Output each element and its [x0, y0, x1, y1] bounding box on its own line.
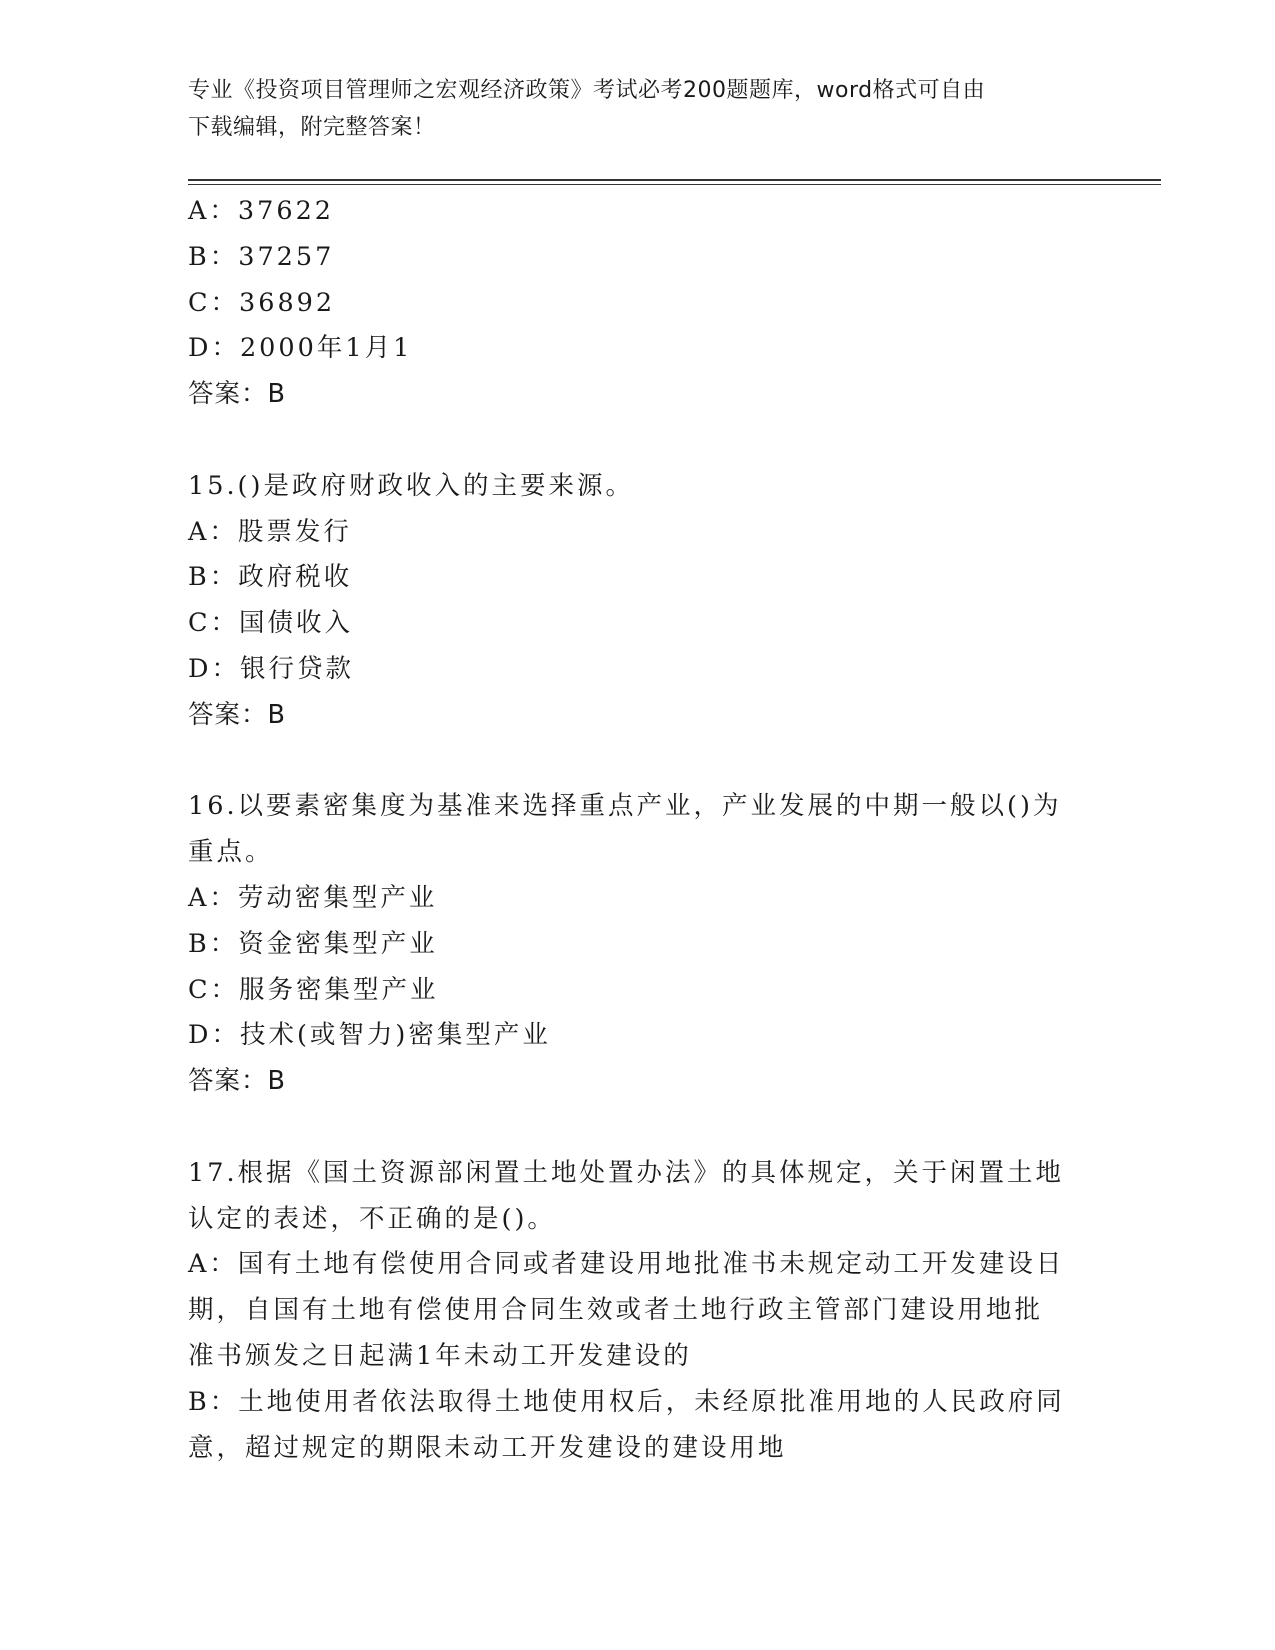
question-17 — [188, 1151, 1078, 1472]
option-c: C：36892 — [188, 287, 336, 318]
header-line-1: 专业《投资项目管理师之宏观经济政策》考试必考200题题库，word格式可自由 — [188, 78, 986, 103]
question-14-tail — [188, 189, 1078, 418]
question-16 — [188, 784, 1078, 1105]
spacer — [188, 418, 1078, 464]
option-b: B：37257 — [188, 241, 335, 272]
header-line-2: 下载编辑，附完整答案！ — [188, 115, 436, 140]
spacer — [188, 739, 1078, 785]
option-d: D：2000年1月1 — [188, 333, 413, 364]
option-b: B：土地使用者依法取得土地使用权后，未经原批准用地的人民政府同 — [188, 1386, 1065, 1417]
header-divider-thin — [188, 184, 1161, 185]
option-a-cont: 期，自国有土地有偿使用合同生效或者土地行政主管部门建设用地批 — [188, 1295, 1044, 1326]
option-c: C：服务密集型产业 — [188, 974, 439, 1005]
header-divider-thick — [188, 179, 1161, 181]
option-a-cont: 准书颁发之日起满1年未动工开发建设的 — [188, 1340, 692, 1371]
option-a: A：劳动密集型产业 — [188, 882, 438, 913]
question-stem: 17.根据《国土资源部闲置土地处置办法》的具体规定，关于闲置土地 — [188, 1157, 1065, 1188]
option-a: A：37622 — [188, 196, 335, 226]
option-b-cont: 意，超过规定的期限未动工开发建设的建设用地 — [188, 1432, 787, 1463]
option-a: A：国有土地有偿使用合同或者建设用地批准书未规定动工开发建设日 — [188, 1249, 1065, 1280]
answer-line: 答案：B — [188, 699, 286, 730]
question-stem: 15.()是政府财政收入的主要来源。 — [188, 470, 634, 501]
option-d: D：技术(或智力)密集型产业 — [188, 1020, 551, 1051]
option-b: B：政府税收 — [188, 562, 353, 593]
answer-line: 答案：B — [188, 379, 286, 410]
answer-line: 答案：B — [188, 1066, 286, 1097]
question-15 — [188, 464, 1078, 739]
question-stem-cont: 重点。 — [188, 837, 274, 868]
option-a: A：股票发行 — [188, 516, 352, 547]
document-header — [188, 72, 1088, 146]
spacer — [188, 1105, 1078, 1151]
option-b: B：资金密集型产业 — [188, 928, 438, 959]
question-stem-cont: 认定的表述，不正确的是()。 — [188, 1203, 556, 1234]
question-stem: 16.以要素密集度为基准来选择重点产业，产业发展的中期一般以()为 — [188, 791, 1062, 822]
page-content — [188, 189, 1078, 1471]
option-c: C：国债收入 — [188, 608, 354, 639]
option-d: D：银行贷款 — [188, 653, 354, 684]
